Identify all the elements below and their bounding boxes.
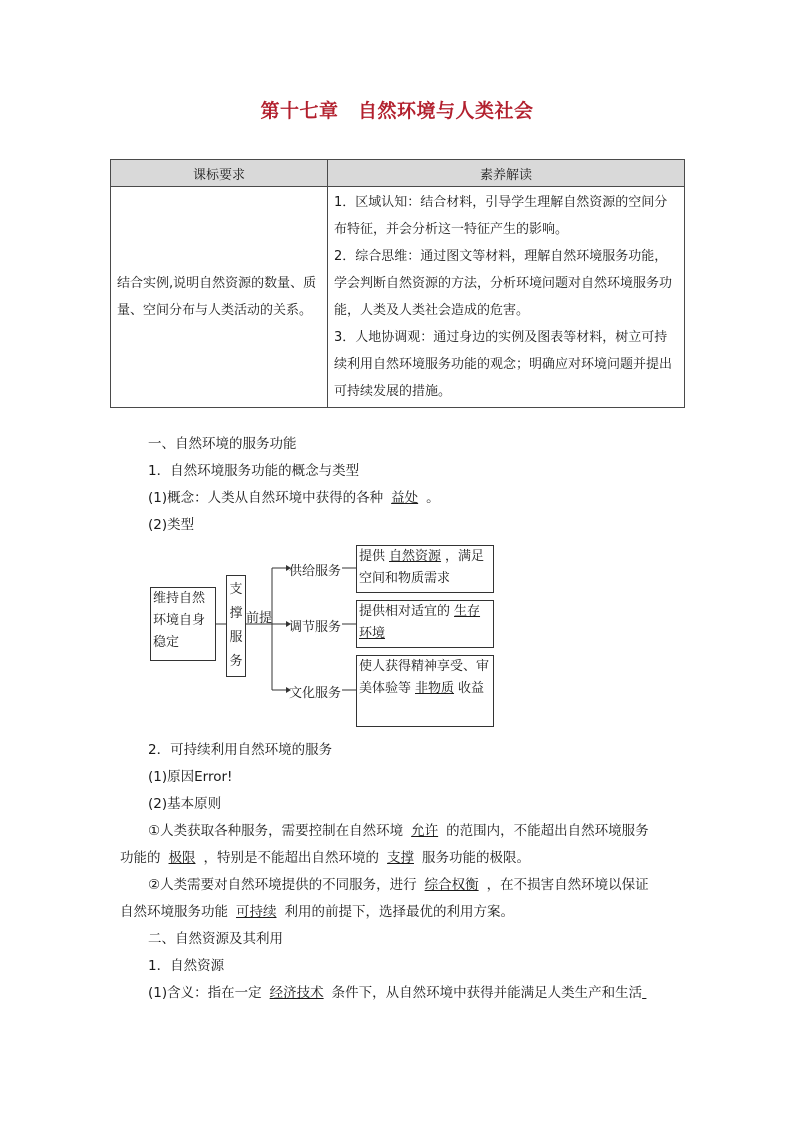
supply-service-label: 供给服务	[289, 564, 342, 579]
section-heading: 二、自然资源及其利用	[148, 931, 283, 947]
answer-blank: 支撑	[387, 850, 414, 866]
literacy-item: 2．综合思维：通过图文等材料，理解自然环境服务功能，学会判断自然资源的方法，分析环境问题对自然环境服务功能，人类及人类社会造成的危害。	[334, 249, 673, 318]
answer-blank: 非物质	[415, 681, 455, 696]
subsection-heading: 1．自然环境服务功能的概念与类型	[148, 463, 360, 479]
page-title: 第十七章 自然环境与人类社会	[260, 100, 534, 122]
subsection-heading: 1．自然资源	[148, 958, 225, 974]
answer-blank: 经济技术	[269, 985, 324, 1001]
section-heading: 一、自然环境的服务功能	[148, 436, 297, 452]
support-service-box: 支撑服务	[226, 575, 246, 677]
concept-line: (1)概念：人类从自然环境中获得的各种 益处 。	[148, 490, 440, 506]
culture-service-box: 使人获得精神享受、审美体验等 非物质 收益	[356, 655, 494, 727]
principle-1-line-b: 功能的 极限 ，特别是不能超出自然环境的 支撑 服务功能的极限。	[120, 850, 530, 866]
definition-line: (1)含义：指在一定 经济技术 条件下，从自然环境中获得并能满足人类生产和生活	[148, 985, 643, 1001]
table-header-standard: 课标要求	[111, 160, 328, 187]
table-header-literacy: 素养解读	[328, 160, 685, 187]
literacy-item: 3．人地协调观：通过身边的实例及图表等材料，树立可持续利用自然环境服务功能的观念；明确应对环境问题并提出可持续发展的措施。	[334, 330, 673, 399]
principle-label: (2)基本原则	[148, 796, 222, 812]
type-label: (2)类型	[148, 517, 195, 533]
standard-cell: 结合实例,说明自然资源的数量、质量、空间分布与人类活动的关系。	[111, 187, 328, 408]
principle-1-line-a: ①人类获取各种服务，需要控制在自然环境 允许 的范围内，不能超出自然环境服务	[148, 823, 649, 839]
answer-blank: 益处	[391, 490, 419, 506]
regulate-service-box: 提供相对适宜的 生存环境	[356, 600, 494, 648]
diagram-root-box: 维持自然环境自身稳定	[150, 587, 216, 661]
answer-blank: 允许	[411, 823, 439, 839]
answer-blank: 可持续	[236, 904, 277, 920]
literacy-item: 1．区域认知：结合材料，引导学生理解自然资源的空间分布特征，并会分析这一特征产生的影响。	[334, 195, 668, 237]
principle-2-line-a: ②人类需要对自然环境提供的不同服务，进行 综合权衡 ，在不损害自然环境以保证	[148, 877, 649, 893]
answer-blank: 自然资源	[389, 549, 442, 564]
reason-line: (1)原因Error!	[148, 769, 233, 785]
subsection2	[120, 737, 690, 1007]
answer-blank: 综合权衡	[424, 877, 479, 893]
culture-service-label: 文化服务	[289, 686, 342, 701]
premise-label: 前提	[246, 611, 273, 626]
regulate-service-label: 调节服务	[289, 620, 342, 635]
principle-2-line-b: 自然环境服务功能 可持续 利用的前提下，选择最优的利用方案。	[120, 904, 514, 920]
subsection-heading: 2．可持续利用自然环境的服务	[148, 742, 333, 758]
answer-blank: 生存环境	[359, 604, 481, 641]
answer-blank: 极限	[168, 850, 196, 866]
supply-service-box: 提供 自然资源 ，满足空间和物质需求	[356, 545, 494, 593]
